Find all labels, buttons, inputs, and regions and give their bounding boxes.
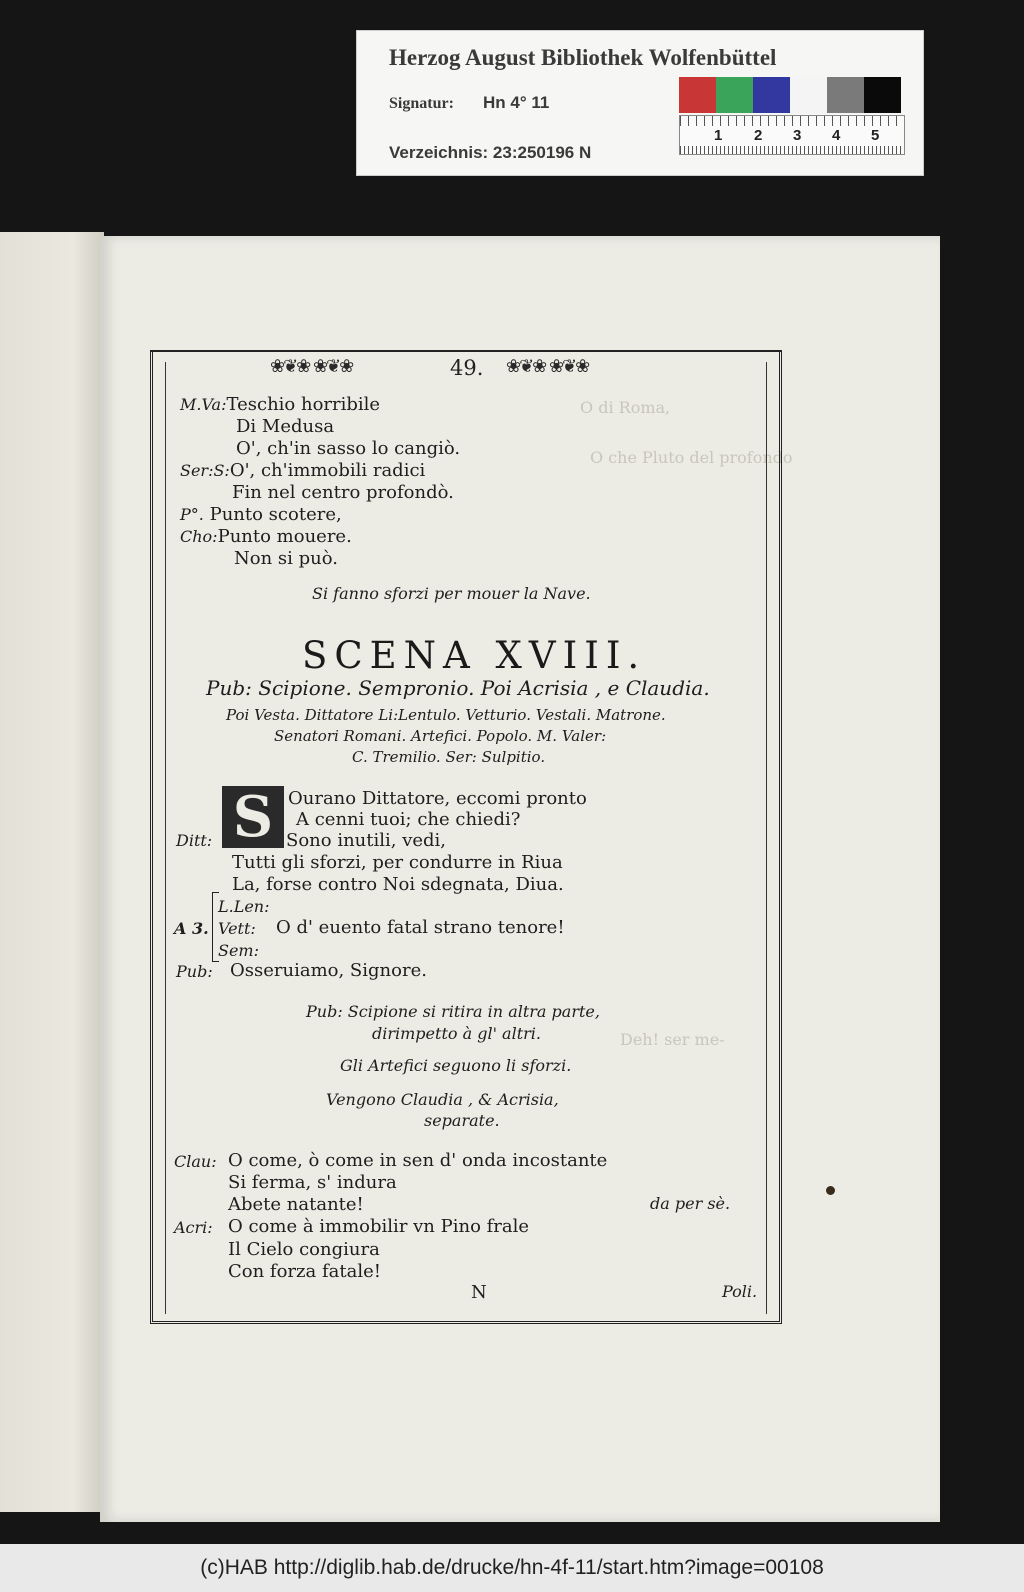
library-name: Herzog August Bibliothek Wolfenbüttel — [389, 45, 777, 70]
verse-line: Fin nel centro profondò. — [232, 482, 454, 503]
scene-title: SCENA XVIII. — [302, 634, 647, 677]
speaker-label: Clau: — [174, 1152, 217, 1171]
inner-rule-right — [766, 362, 767, 1314]
cast-list: C. Tremilio. Ser: Sulpitio. — [352, 748, 546, 766]
speaker-label: Vett: — [218, 919, 256, 938]
verse-line: Non si può. — [234, 548, 338, 569]
copyright-footer: (c)HAB http://diglib.hab.de/drucke/hn-4f-11/start.htm?image=00108 — [0, 1544, 1024, 1592]
ruler-number: 4 — [832, 127, 841, 144]
ink-speck — [826, 1186, 835, 1195]
speaker-label: Ditt: — [176, 831, 213, 850]
swatch-gray — [827, 77, 864, 113]
cast-list: Senatori Romani. Artefici. Popolo. M. Valer: — [274, 727, 607, 745]
swatch-green — [716, 77, 753, 113]
verse-text: Teschio horribile — [226, 394, 381, 415]
verse-line: La, forse contro Noi sdegnata, Diua. — [232, 874, 564, 895]
speaker-label: Cho: — [180, 527, 218, 546]
speaker-label: A 3. — [174, 919, 209, 938]
stage-direction: Vengono Claudia , & Acrisia, — [326, 1090, 559, 1109]
bleed-through: O di Roma, — [580, 398, 671, 417]
verse-text: Sono inutili, vedi, — [286, 830, 447, 851]
stage-direction: dirimpetto à gl' altri. — [372, 1024, 541, 1043]
scale-ruler — [679, 115, 905, 155]
aside-direction: da per sè. — [650, 1194, 731, 1213]
ornament-headpiece: ❀❦❀ ❀❦❀ — [506, 356, 589, 377]
signature-mark: N — [471, 1282, 487, 1303]
verse-line: Ourano Dittatore, eccomi pronto — [288, 788, 587, 809]
verse-line: O d' euento fatal strano tenore! — [276, 917, 565, 938]
ruler-ticks — [680, 146, 904, 154]
verse-line — [180, 394, 380, 415]
verse-line: Di Medusa — [236, 416, 335, 437]
library-label-card — [356, 30, 924, 176]
verse-line: Con forza fatale! — [228, 1261, 381, 1282]
ruler-number: 2 — [754, 127, 763, 144]
stage-direction: Pub: Scipione si ritira in altra parte, — [306, 1002, 600, 1021]
cast-list: Poi Vesta. Dittatore Li:Lentulo. Vetturio. Vestali. Matrone. — [226, 706, 666, 724]
verse-line: O come, ò come in sen d' onda incostante — [228, 1150, 608, 1171]
verse-line: O come à immobilir vn Pino frale — [228, 1216, 530, 1237]
left-page-edge — [0, 232, 104, 1512]
verse-line: Si ferma, s' indura — [228, 1172, 397, 1193]
bleed-through: O che Pluto del profondo — [590, 448, 793, 467]
catchword: Poli. — [722, 1282, 758, 1301]
page-border-top — [150, 350, 782, 352]
speaker-label: L.Len: — [218, 897, 270, 916]
speaker-label: M.Va: — [180, 395, 227, 414]
verse-line: Abete natante! — [228, 1194, 364, 1215]
verse-line: O', ch'in sasso lo cangiò. — [236, 438, 461, 459]
speaker-label: Pub: — [176, 962, 213, 981]
swatch-blue — [753, 77, 790, 113]
verse-line — [180, 526, 352, 547]
signatur-label: Signatur: — [389, 95, 454, 112]
swatch-white — [790, 77, 827, 113]
speaker-label: Acri: — [174, 1218, 213, 1237]
color-calibration-bar — [679, 77, 901, 113]
swatch-black — [864, 77, 901, 113]
verse-line: Osseruiamo, Signore. — [230, 960, 427, 981]
verse-text: Punto mouere. — [217, 526, 352, 547]
speaker-label: Sem: — [218, 941, 259, 960]
stage-direction: Si fanno sforzi per mouer la Nave. — [312, 584, 591, 603]
ornament-headpiece: ❀❦❀ ❀❦❀ — [270, 356, 353, 377]
verse-line: A cenni tuoi; che chiedi? — [296, 809, 521, 830]
verse-text: O', ch'immobili radici — [229, 460, 426, 481]
verse-line — [180, 504, 342, 525]
ruler-number: 1 — [714, 127, 723, 144]
verse-line: Tutti gli sforzi, per condurre in Riua — [232, 852, 563, 873]
verse-line — [176, 830, 212, 851]
signatur-value: Hn 4° 11 — [483, 93, 550, 112]
ruler-number: 5 — [871, 127, 880, 144]
decorated-initial: S — [222, 786, 284, 848]
swatch-red — [679, 77, 716, 113]
verse-text: Punto scotere, — [209, 504, 342, 525]
page-number: 49. — [450, 356, 484, 380]
cast-list: Pub: Scipione. Sempronio. Poi Acrisia , e Claudia. — [206, 676, 710, 700]
speaker-label: Ser:S: — [180, 461, 230, 480]
speaker-label: P°. — [180, 505, 204, 524]
stage-direction: Gli Artefici seguono li sforzi. — [340, 1056, 572, 1075]
verse-line — [180, 460, 425, 481]
verzeichnis: Verzeichnis: 23:250196 N — [389, 143, 592, 162]
inner-rule-left — [165, 362, 166, 1314]
ruler-number: 3 — [793, 127, 802, 144]
stage-direction: separate. — [424, 1111, 500, 1130]
verse-line: Il Cielo congiura — [228, 1239, 380, 1260]
bleed-through: Deh! ser me- — [620, 1030, 725, 1049]
